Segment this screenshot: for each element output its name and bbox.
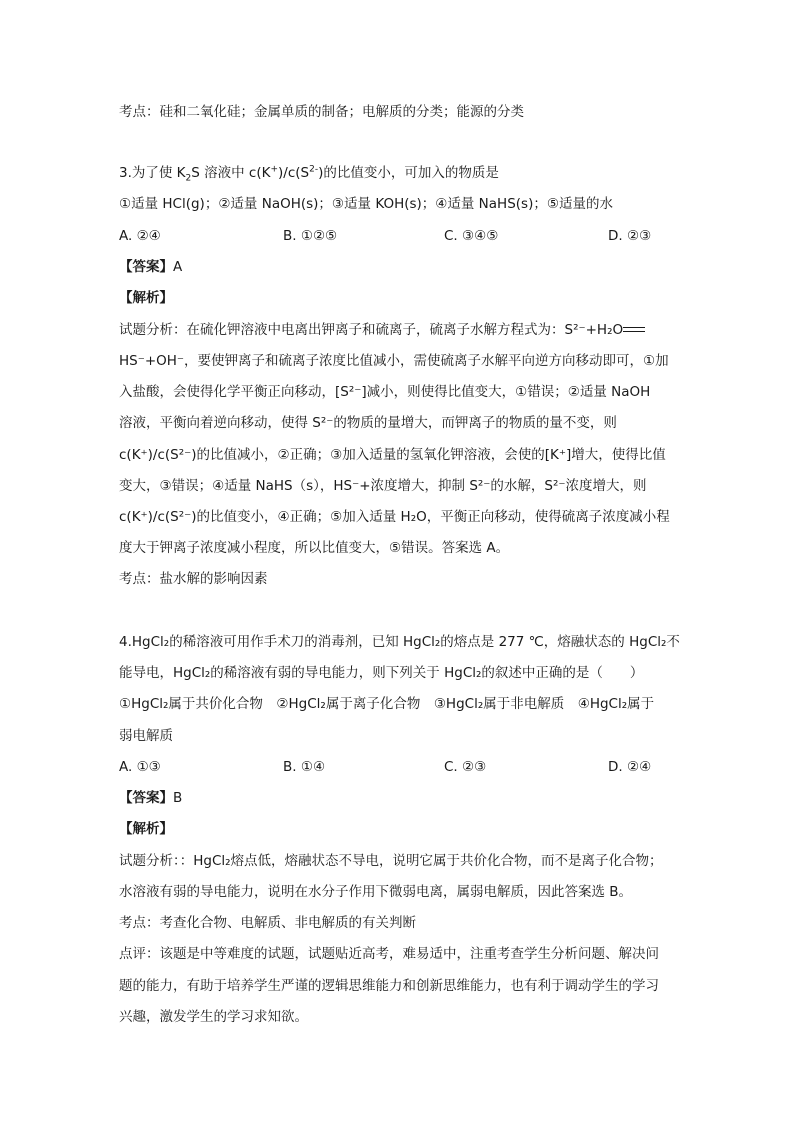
q3-option-a: A. ②④ bbox=[119, 228, 161, 244]
q4-stem-line-1: 4.HgCl₂的稀溶液可用作手术刀的消毒剂，已知 HgCl₂的熔点是 277 ℃，熔融状态的 HgCl₂不 bbox=[119, 634, 680, 650]
q3-analysis-line-8: 度大于钾离子浓度减小程度，所以比值变大，⑤错误。答案选 A。 bbox=[119, 540, 510, 556]
q4-items-line-1: ①HgCl₂属于共价化合物 ②HgCl₂属于离子化合物 ③HgCl₂属于非电解质 ④HgCl₂属于 bbox=[119, 696, 655, 712]
q4-comment-line-3: 兴趣，激发学生的学习求知欲。 bbox=[119, 1009, 308, 1025]
q3-analysis-text-1: 试题分析：在硫化钾溶液中电离出钾离子和硫离子，硫离子水解方程式为：S²⁻+H₂O bbox=[119, 322, 624, 338]
q4-option-c: C. ②③ bbox=[444, 759, 487, 775]
q4-answer-value: B bbox=[173, 790, 183, 806]
q3-analysis-line-2: HS⁻+OH⁻，要使钾离子和硫离子浓度比值减小，需使硫离子水解平向逆方向移动即可，①加 bbox=[119, 353, 669, 369]
q3-stem bbox=[119, 163, 499, 183]
q3-answer-value: A bbox=[173, 259, 183, 275]
q4-analysis-line-1: 试题分析：：HgCl₂熔点低，熔融状态不导电，说明它属于共价化合物，而不是离子化合物； bbox=[119, 853, 663, 869]
q3-kaodian: 考点：盐水解的影响因素 bbox=[119, 571, 268, 587]
q4-comment-line-1: 点评：该题是中等难度的试题，试题贴近高考，难易适中，注重考查学生分析问题、解决问 bbox=[119, 946, 659, 962]
q3-stem-a: 3.为了使 K bbox=[119, 165, 186, 181]
q3-items: ①适量 HCl(g)；②适量 NaOH(s)；③适量 KOH(s)；④适量 NaHS(s)；⑤适量的水 bbox=[119, 196, 613, 212]
q4-answer-tag: 【答案】 bbox=[119, 790, 173, 806]
q3-stem-sup2: 2- bbox=[309, 164, 319, 175]
q3-stem-sup1: + bbox=[270, 164, 279, 175]
q4-option-b: B. ①④ bbox=[283, 759, 326, 775]
q3-answer bbox=[119, 257, 182, 277]
q3-stem-d: )的比值变小，可加入的物质是 bbox=[318, 165, 499, 181]
q3-analysis-line-6: 变大，③错误；④适量 NaHS（s），HS⁻+浓度增大，抑制 S²⁻的水解，S²⁻浓度增大，则 bbox=[119, 478, 647, 494]
q4-jiexi-label: 【解析】 bbox=[119, 821, 173, 837]
q3-stem-sub: 2 bbox=[185, 173, 192, 184]
q4-option-d: D. ②④ bbox=[608, 759, 652, 775]
q3-stem-c: )/c(S bbox=[278, 165, 310, 181]
q3-stem-b: S 溶液中 c(K bbox=[191, 165, 271, 181]
q3-jiexi-label: 【解析】 bbox=[119, 290, 173, 306]
equilibrium-arrow-icon bbox=[623, 326, 645, 334]
q3-analysis-line-1 bbox=[119, 320, 645, 340]
q2-kaodian: 考点：硅和二氧化硅；金属单质的制备；电解质的分类；能源的分类 bbox=[119, 104, 524, 120]
q3-option-b: B. ①②⑤ bbox=[283, 228, 338, 244]
q4-items-line-2: 弱电解质 bbox=[119, 728, 173, 744]
q3-analysis-line-7: c(K⁺)/c(S²⁻)的比值变小，④正确；⑤加入适量 H₂O，平衡正向移动，使得硫离子浓度减小程 bbox=[119, 509, 670, 525]
q4-answer bbox=[119, 788, 182, 808]
q3-analysis-line-4: 溶液，平衡向着逆向移动，使得 S²⁻的物质的量增大，而钾离子的物质的量不变，则 bbox=[119, 415, 617, 431]
q4-comment-line-2: 题的能力，有助于培养学生严谨的逻辑思维能力和创新思维能力，也有利于调动学生的学习 bbox=[119, 978, 659, 994]
q4-jiexi-tag bbox=[119, 819, 173, 839]
q3-option-d: D. ②③ bbox=[608, 228, 652, 244]
q3-analysis-line-5: c(K⁺)/c(S²⁻)的比值减小，②正确；③加入适量的氢氧化钾溶液，会使的[K⁺]增大，使得比值 bbox=[119, 447, 666, 463]
q4-stem-line-2: 能导电，HgCl₂的稀溶液有弱的导电能力，则下列关于 HgCl₂的叙述中正确的是（ ） bbox=[119, 665, 644, 681]
q4-option-a: A. ①③ bbox=[119, 759, 161, 775]
q3-answer-tag: 【答案】 bbox=[119, 259, 173, 275]
q3-analysis-line-3: 入盐酸，会使得化学平衡正向移动，[S²⁻]减小，则使得比值变大，①错误；②适量 NaOH bbox=[119, 384, 651, 400]
q4-analysis-line-2: 水溶液有弱的导电能力，说明在水分子作用下微弱电离，属弱电解质，因此答案选 B。 bbox=[119, 884, 633, 900]
q3-option-c: C. ③④⑤ bbox=[444, 228, 499, 244]
q4-kaodian: 考点：考查化合物、电解质、非电解质的有关判断 bbox=[119, 915, 416, 931]
q3-jiexi-tag bbox=[119, 288, 173, 308]
